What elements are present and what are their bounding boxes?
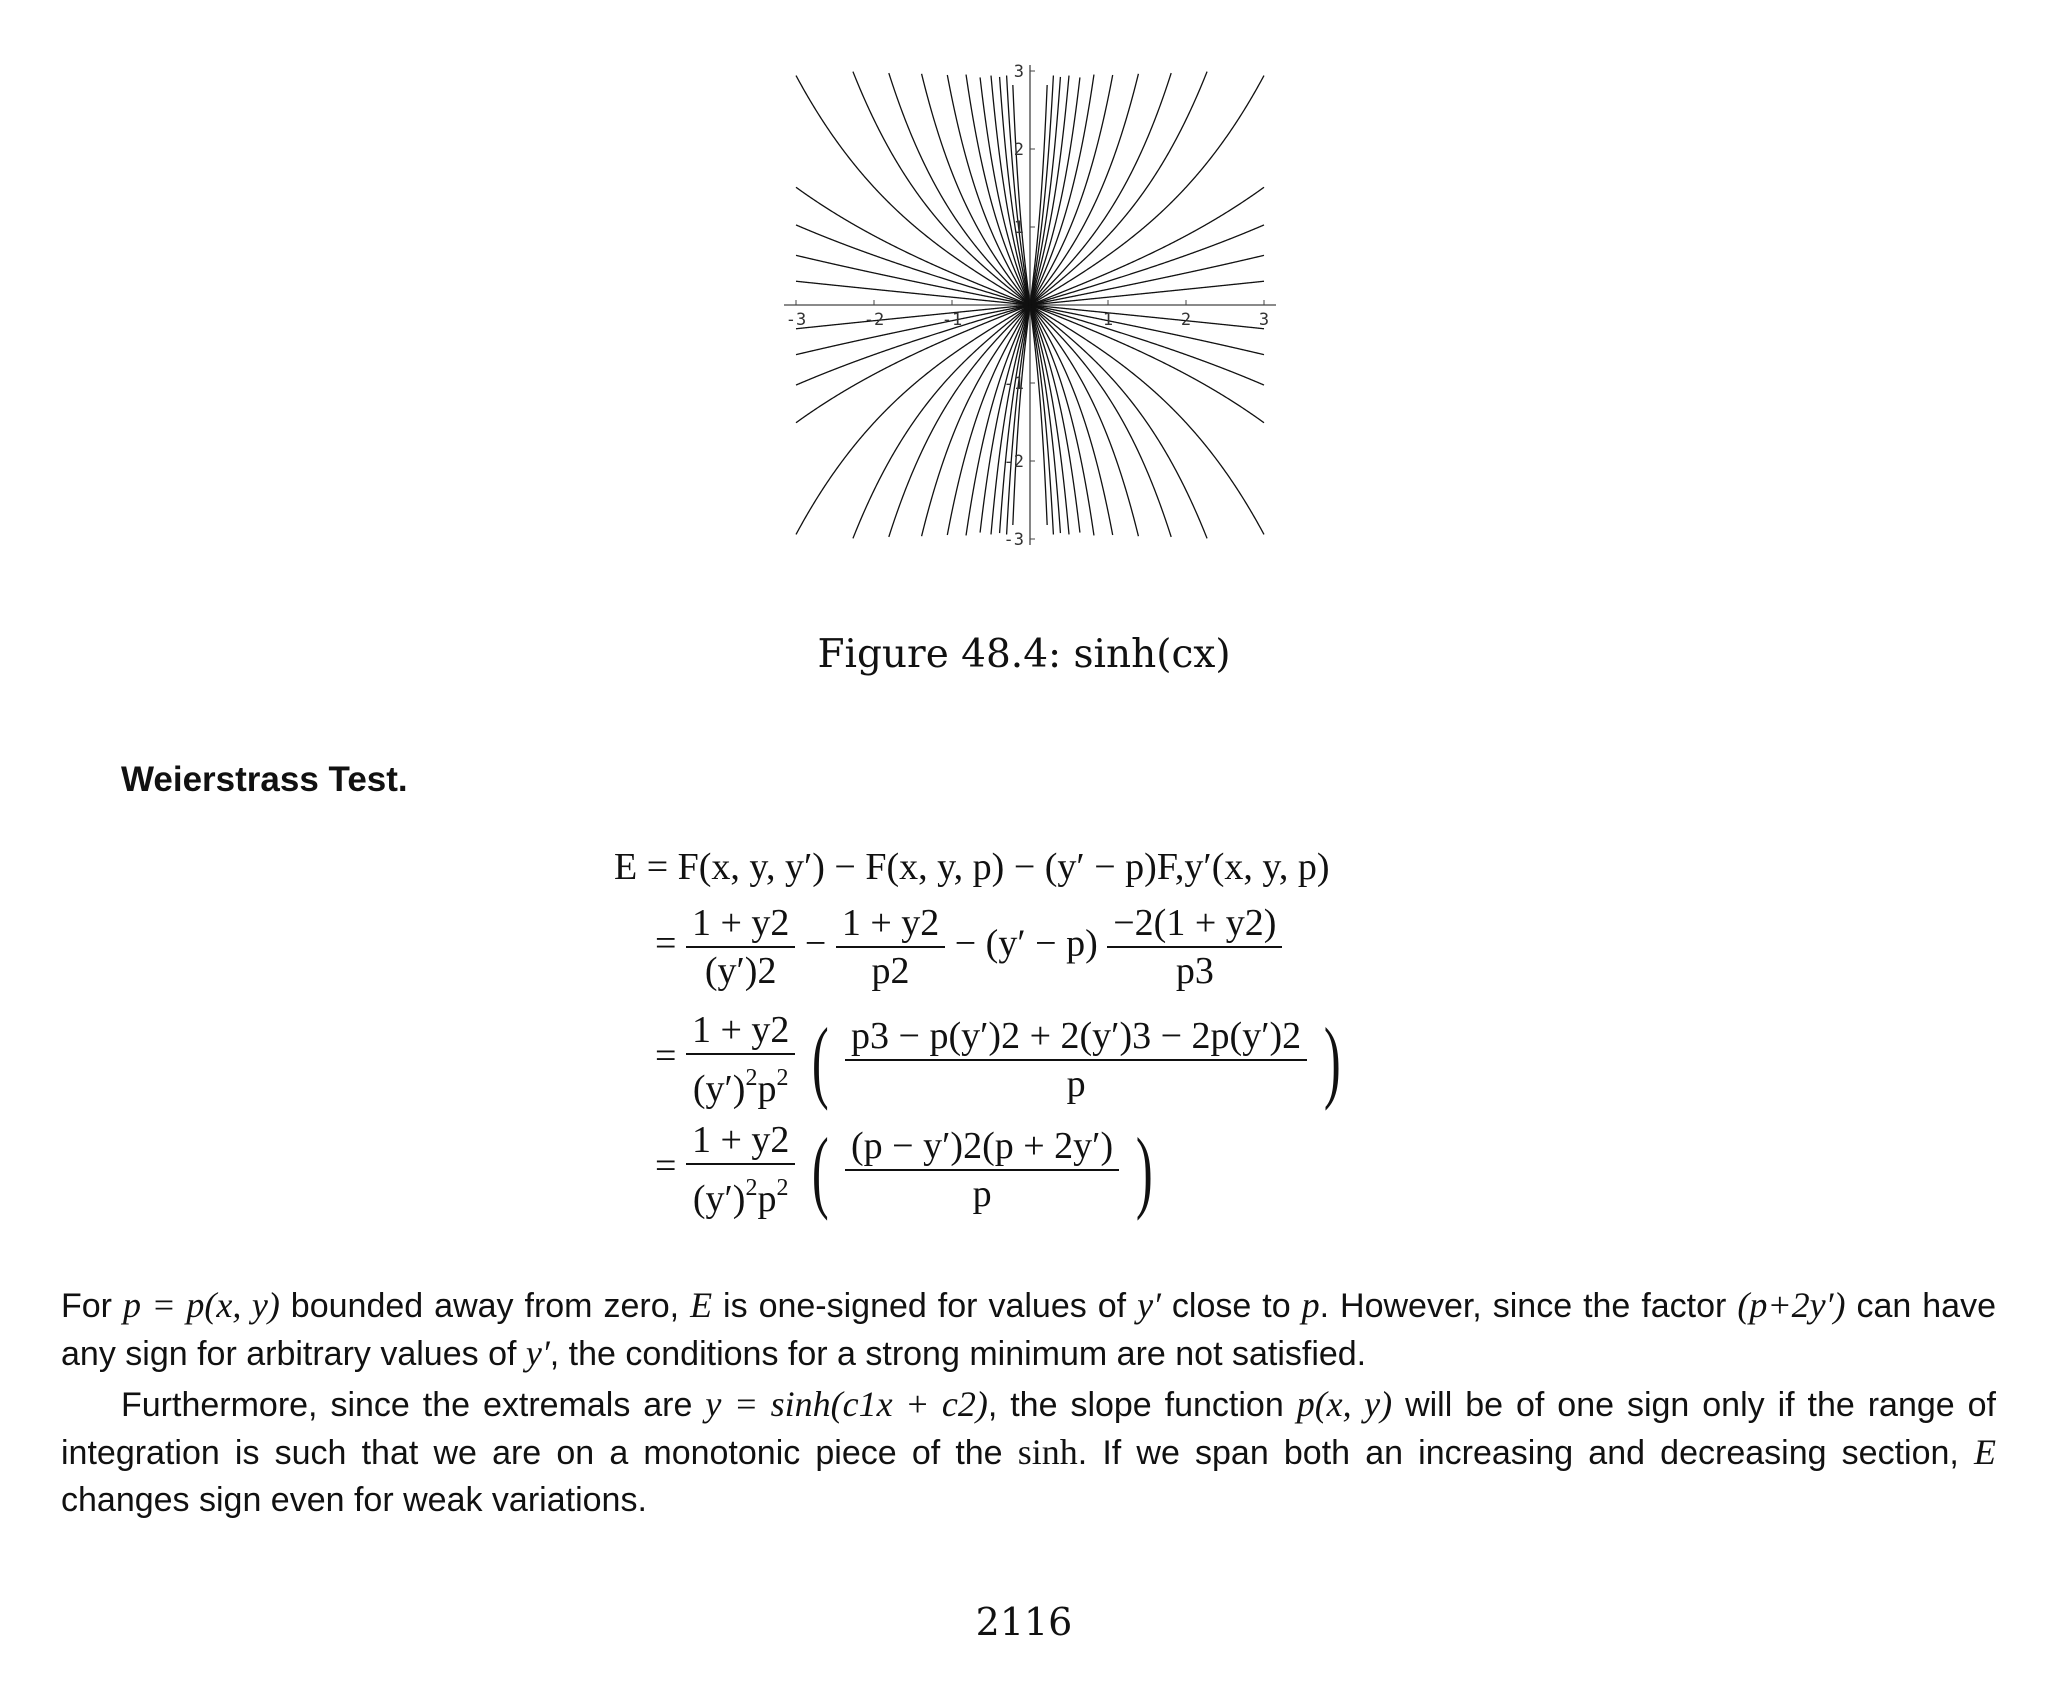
p2-text: changes sign even for weak variations.: [61, 1481, 647, 1519]
right-paren: ): [1323, 1008, 1341, 1111]
display-equation: [600, 845, 1600, 1245]
figure-sinh: [780, 55, 1280, 565]
equation-row-2-middle: − (y′ − p): [954, 922, 1098, 965]
p1-math: y′: [525, 1333, 550, 1373]
y-tick-label: -2: [1003, 452, 1024, 472]
p1-math: y′: [1137, 1285, 1161, 1325]
figure-caption: Figure 48.4: sinh(cx): [817, 632, 1231, 677]
p2-math: p(x, y): [1296, 1384, 1393, 1424]
fraction-5-denominator: p: [1066, 1062, 1086, 1105]
p2-math: E: [1973, 1432, 1996, 1472]
right-paren: ): [1135, 1118, 1153, 1221]
fraction-3-denominator: p3: [1175, 950, 1214, 992]
p1-text: close to: [1160, 1287, 1302, 1325]
p1-math: (p+2y′): [1737, 1285, 1846, 1325]
equation-row-1: E = F(x, y, y′) − F(x, y, p) − (y′ − p)F,y′(x, y, p): [614, 846, 1330, 888]
fraction-7: [845, 1123, 1119, 1217]
left-paren: (: [811, 1118, 829, 1221]
p1-math: E: [690, 1285, 713, 1325]
x-tick-label: -2: [863, 310, 885, 330]
fraction-2-denominator: p2: [871, 950, 910, 992]
x-tick-label: 2: [1180, 310, 1192, 330]
equation-row-2: = $\frac{1 + y2}{(y')2}$ − $\frac{1 + y2}{p2}$ − (y′ − p) $\frac{-2(1 + y2)}{p3}$: [655, 900, 1282, 994]
p1-text: bounded away from zero,: [279, 1287, 691, 1325]
fraction-3-numerator: −2(1 + y2): [1107, 900, 1282, 948]
section-heading: Weierstrass Test.: [121, 760, 408, 799]
y-tick-label: -1: [1003, 374, 1024, 394]
fraction-2: [836, 900, 945, 994]
fraction-6-numerator: 1 + y2: [686, 1117, 795, 1165]
fraction-5-numerator: p3 − p(y′)2 + 2(y′)3 − 2p(y′)2: [845, 1013, 1307, 1061]
y-tick-label: 3: [1013, 62, 1024, 82]
p1-math: p = p(x, y): [122, 1285, 280, 1325]
x-tick-label: -3: [785, 310, 807, 330]
equation-row-3: = $\frac{1 + y2}{(y')^2p^2}$ ( $\frac{p3 - p(y')2 + 2(y')3 - 2p(y')2}{p}$ ): [655, 1008, 1341, 1111]
y-tick-label: 1: [1013, 218, 1024, 238]
y-tick-label: -3: [1003, 530, 1024, 550]
fraction-7-numerator: (p − y′)2(p + 2y′): [845, 1123, 1119, 1171]
p2-text: will be of one sign only if the range of integration is such that we are on a monotonic piece of the: [61, 1386, 1996, 1472]
p1-text: . However, since the factor: [1319, 1287, 1738, 1325]
p1-text: is one-signed for values of: [712, 1287, 1138, 1325]
fraction-5: [845, 1013, 1307, 1107]
x-tick-label: 1: [1102, 310, 1114, 330]
x-tick-label: -1: [941, 310, 963, 330]
fraction-1-numerator: 1 + y2: [686, 900, 795, 948]
fraction-3: [1107, 900, 1282, 994]
left-paren: (: [811, 1008, 829, 1111]
p2-text: , the slope function: [987, 1386, 1297, 1424]
p1-math: p: [1301, 1285, 1320, 1325]
p1-text: , the conditions for a strong minimum are not satisfied.: [549, 1335, 1367, 1373]
y-tick-label: 2: [1013, 140, 1024, 160]
p2-text: Furthermore, since the extremals are: [121, 1386, 706, 1424]
p1-text: can have any sign for arbitrary values of: [61, 1287, 1996, 1373]
p2-text: . If we span both an increasing and decreasing section,: [1077, 1434, 1974, 1472]
p2-math: y = sinh(c1x + c2): [705, 1384, 988, 1424]
fraction-1-denominator: (y′)2: [704, 950, 777, 992]
page-number: 2116: [975, 1600, 1073, 1644]
paragraph-2: [61, 1381, 1996, 1524]
fraction-2-numerator: 1 + y2: [836, 900, 945, 948]
sinh-plot: [780, 55, 1280, 565]
x-tick-label: 3: [1258, 310, 1270, 330]
fraction-6: [686, 1117, 795, 1222]
p1-text: For: [61, 1287, 123, 1325]
fraction-4-denominator: $(y')^2p^2$: [692, 1065, 789, 1110]
p2-math: sinh: [1017, 1432, 1078, 1472]
fraction-4-numerator: 1 + y2: [686, 1007, 795, 1055]
fraction-1: [686, 900, 795, 994]
fraction-6-denominator: $(y')^2p^2$: [692, 1175, 789, 1220]
paragraph-1: [61, 1282, 1996, 1378]
fraction-7-denominator: p: [972, 1172, 992, 1215]
equation-row-4: = $\frac{1 + y2}{(y')^2p^2}$ ( $\frac{(p - y')2(p + 2y')}{p}$ ): [655, 1118, 1153, 1221]
fraction-4: [686, 1007, 795, 1112]
